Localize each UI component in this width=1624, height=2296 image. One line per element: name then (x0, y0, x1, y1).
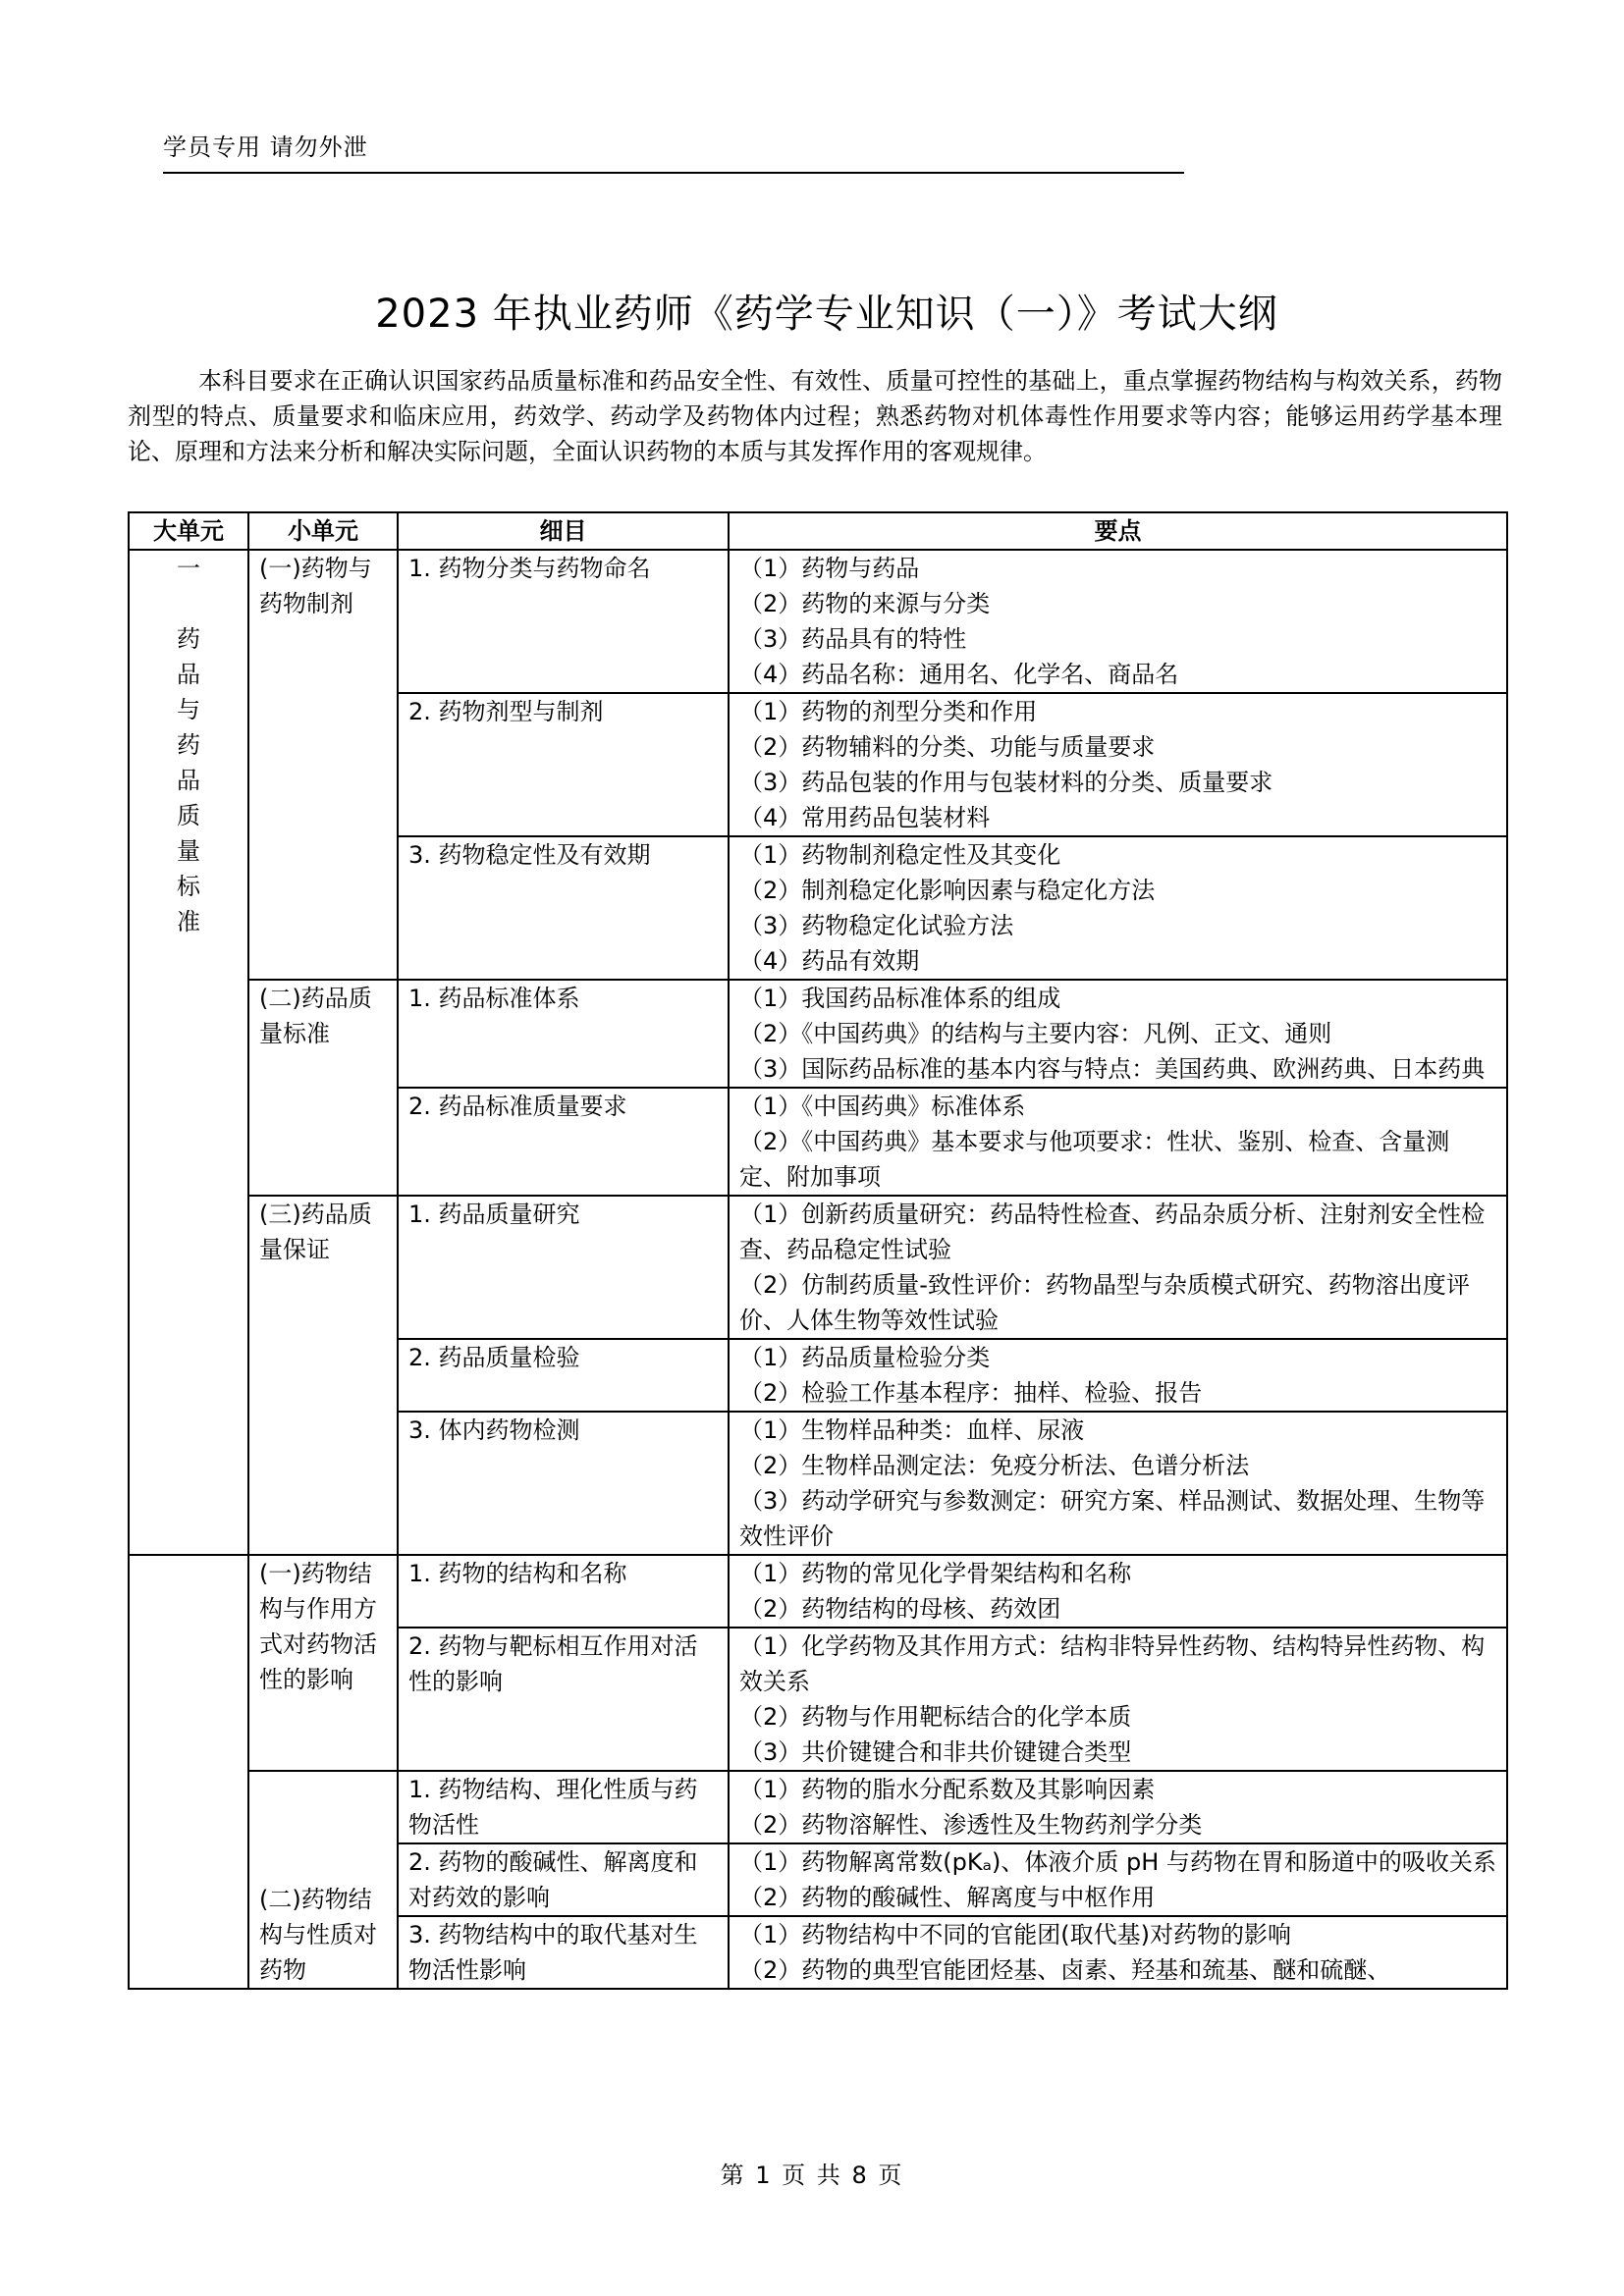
point-item: （3）药品包装的作用与包装材料的分类、质量要求 (739, 769, 1273, 796)
point-item: （1）药物结构中不同的官能团(取代基)对药物的影响 (739, 1921, 1291, 1949)
point-item: （3）药品具有的特性 (739, 625, 967, 653)
minor-unit-1-3: (三)药品质量保证 (248, 1196, 398, 1555)
points-cell (729, 980, 1507, 1088)
point-item: （4）药品有效期 (739, 947, 920, 975)
point-item: （4）药品名称：通用名、化学名、商品名 (739, 661, 1179, 688)
point-item: （4）常用药品包装材料 (739, 804, 991, 831)
point-item: （1）药物解离常数(pKₐ)、体液介质 pH 与药物在胃和肠道中的吸收关系 (739, 1848, 1496, 1876)
point-item: （3）国际药品标准的基本内容与特点：美国药典、欧洲药典、日本药典 (739, 1055, 1486, 1083)
point-item: （2）检验工作基本程序：抽样、检验、报告 (739, 1379, 1203, 1407)
confidential-header: 学员专用 请勿外泄 (163, 128, 1184, 174)
syllabus-table (128, 511, 1508, 1990)
point-item: （2）药物的典型官能团烃基、卤素、羟基和巯基、醚和硫醚、 (739, 1956, 1391, 1984)
points-cell (729, 1088, 1507, 1196)
detail-cell: 2. 药物的酸碱性、解离度和对药效的影响 (398, 1843, 729, 1916)
major-unit-2 (129, 1555, 248, 1989)
detail-cell: 2. 药品质量检验 (398, 1339, 729, 1412)
point-item: （2）《中国药典》基本要求与他项要求：性状、鉴别、检查、含量测定、附加事项 (739, 1128, 1450, 1191)
minor-unit-2-1: (一)药物结构与作用方式对药物活性的影响 (248, 1555, 398, 1771)
point-item: （3）药动学研究与参数测定：研究方案、样品测试、数据处理、生物等效性评价 (739, 1487, 1486, 1550)
detail-cell: 1. 药物结构、理化性质与药物活性 (398, 1771, 729, 1843)
table-header-row (129, 512, 1507, 550)
point-item: （1）药物制剂稳定性及其变化 (739, 841, 1061, 869)
points-cell (729, 1916, 1507, 1989)
point-item: （2）药物结构的母核、药效团 (739, 1595, 1061, 1623)
point-item: （2）药物的来源与分类 (739, 590, 991, 617)
detail-cell: 1. 药物分类与药物命名 (398, 550, 729, 693)
detail-cell: 3. 药物结构中的取代基对生物活性影响 (398, 1916, 729, 1989)
point-item: （3）药物稳定化试验方法 (739, 912, 1014, 939)
point-item: （1）药品质量检验分类 (739, 1344, 991, 1371)
table-row (129, 1196, 1507, 1339)
table-row (129, 980, 1507, 1088)
minor-unit-2-2: (二)药物结构与性质对药物 (248, 1771, 398, 1989)
points-cell (729, 1196, 1507, 1339)
point-item: （1）药物的脂水分配系数及其影响因素 (739, 1776, 1156, 1803)
points-cell (729, 1843, 1507, 1916)
point-item: （1）我国药品标准体系的组成 (739, 985, 1061, 1012)
page-title: 2023 年执业药师《药学专业知识（一）》考试大纲 (375, 292, 1278, 337)
point-item: （2）药物溶解性、渗透性及生物药剂学分类 (739, 1811, 1203, 1839)
detail-cell: 2. 药物剂型与制剂 (398, 693, 729, 836)
points-cell (729, 693, 1507, 836)
point-item: （3）共价键键合和非共价键键合类型 (739, 1738, 1132, 1766)
detail-cell: 3. 药物稳定性及有效期 (398, 836, 729, 980)
detail-cell: 3. 体内药物检测 (398, 1412, 729, 1555)
point-item: （1）药物的常见化学骨架结构和名称 (739, 1560, 1132, 1587)
table-row (129, 1555, 1507, 1628)
point-item: （2）药物的酸碱性、解离度与中枢作用 (739, 1884, 1156, 1911)
points-cell (729, 1628, 1507, 1771)
point-item: （1）《中国药典》标准体系 (739, 1093, 1026, 1120)
point-item: （2）药物辅料的分类、功能与质量要求 (739, 733, 1156, 761)
points-cell (729, 836, 1507, 980)
table-row (129, 1771, 1507, 1843)
detail-cell: 1. 药品质量研究 (398, 1196, 729, 1339)
header-minor-unit: 小单元 (248, 512, 398, 550)
header-key-points: 要点 (729, 512, 1507, 550)
intro-paragraph: 本科目要求在正确认识国家药品质量标准和药品安全性、有效性、质量可控性的基础上，重点掌握药物结构与构效关系，药物剂型的特点、质量要求和临床应用，药效学、药动学及药物体内过程；熟悉药物对机体毒性作用要求等内容；能够运用药学基本理论、原理和方法来分析和解决实际问题，全面认识药物的本质与其发挥作用的客观规律。 (128, 367, 1502, 465)
point-item: （1）生物样品种类：血样、尿液 (739, 1416, 1085, 1444)
detail-cell: 1. 药品标准体系 (398, 980, 729, 1088)
minor-unit-1-1: (一)药物与药物制剂 (248, 550, 398, 980)
detail-cell: 2. 药品标准质量要求 (398, 1088, 729, 1196)
point-item: （2）药物与作用靶标结合的化学本质 (739, 1703, 1132, 1731)
page-footer: 第 1 页 共 8 页 (720, 2162, 904, 2189)
point-item: （1）药物的剂型分类和作用 (739, 698, 1038, 725)
point-item: （2）制剂稳定化影响因素与稳定化方法 (739, 877, 1156, 904)
points-cell (729, 1412, 1507, 1555)
points-cell (729, 1555, 1507, 1628)
detail-cell: 1. 药物的结构和名称 (398, 1555, 729, 1628)
points-cell (729, 550, 1507, 693)
points-cell (729, 1771, 1507, 1843)
major-unit-1 (129, 550, 248, 1555)
point-item: （1）药物与药品 (739, 555, 920, 582)
point-item: （2）仿制药质量-致性评价：药物晶型与杂质模式研究、药物溶出度评价、人体生物等效性试验 (739, 1271, 1470, 1334)
minor-unit-1-2: (二)药品质量标准 (248, 980, 398, 1196)
header-detail: 细目 (398, 512, 729, 550)
point-item: （2）生物样品测定法：免疫分析法、色谱分析法 (739, 1452, 1250, 1479)
header-major-unit: 大单元 (129, 512, 248, 550)
major-unit-1-name: 药品与药品质量标准 (177, 625, 200, 935)
point-item: （2）《中国药典》的结构与主要内容：凡例、正文、通则 (739, 1020, 1332, 1047)
point-item: （1）化学药物及其作用方式：结构非特异性药物、结构特异性药物、构效关系 (739, 1632, 1486, 1695)
points-cell (729, 1339, 1507, 1412)
table-row (129, 550, 1507, 693)
detail-cell: 2. 药物与靶标相互作用对活性的影响 (398, 1628, 729, 1771)
major-unit-1-number: 一 (177, 555, 200, 582)
point-item: （1）创新药质量研究：药品特性检查、药品杂质分析、注射剂安全性检查、药品稳定性试验 (739, 1201, 1486, 1263)
